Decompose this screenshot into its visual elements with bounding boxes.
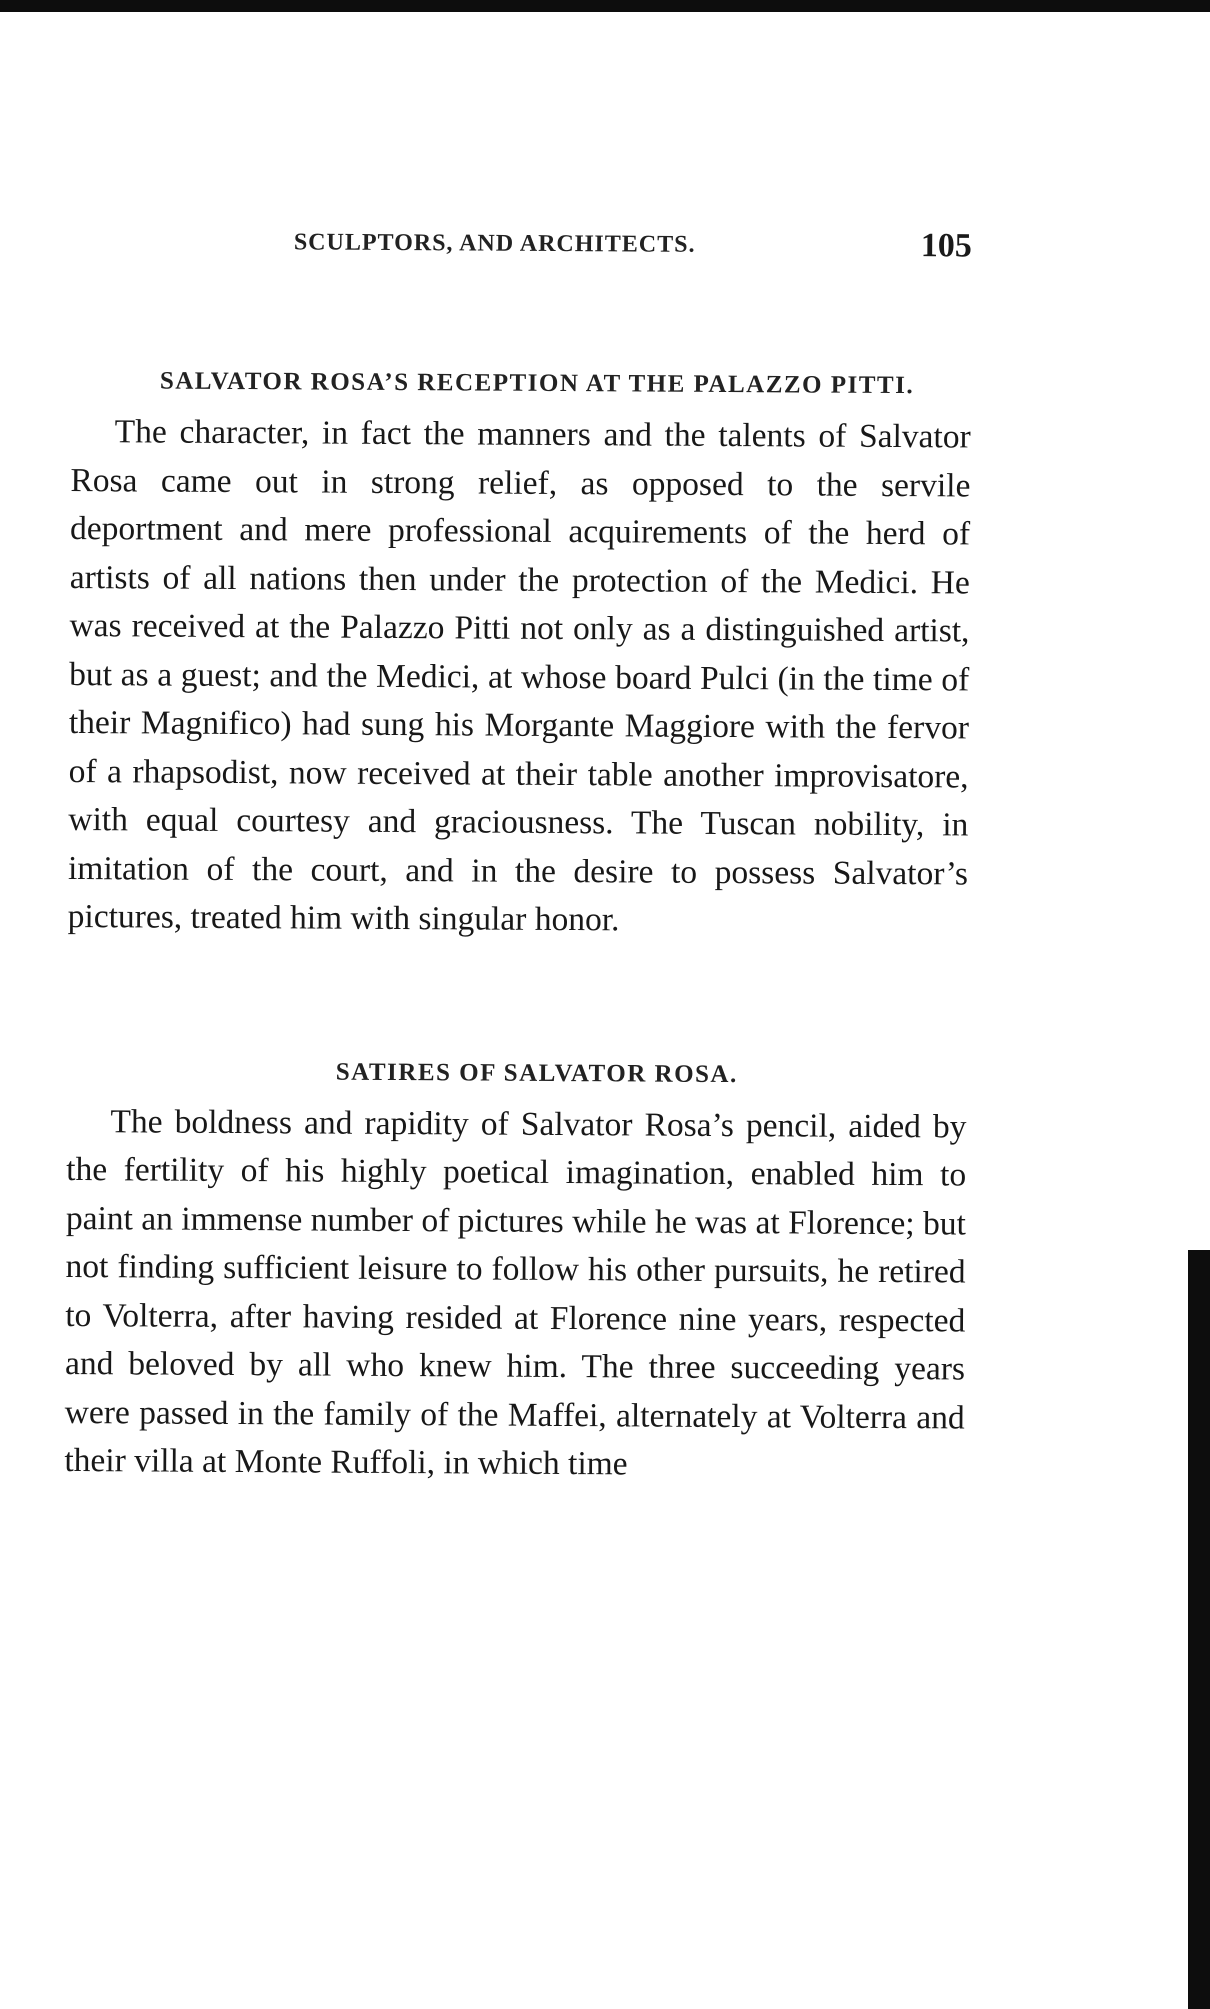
section-heading-satires: SATIRES OF SALVATOR ROSA. — [335, 1058, 738, 1088]
running-title: SCULPTORS, AND ARCHITECTS. — [293, 229, 696, 258]
section-heading-reception: SALVATOR ROSA’S RECEPTION AT THE PALAZZO PITTI. — [159, 367, 915, 400]
book-page — [64, 220, 972, 1491]
page-number: 105 — [920, 227, 972, 265]
paragraph-reception: The character, in fact the manners and the talents of Salvator Rosa came out in strong relief, as opposed to the servile deportment and mere professional acquirements of the herd of artists of all nations then under the protection of the Medici. He was received at the Palazzo Pitti not only as a distinguished artist, but as a guest; and the Medici, at whose board Pulci (in the time of their Magnifico) had sung his Morgante Maggiore with the fervor of a rhapsodist, now received at their table another improvisatore, with equal courtesy and graciousness. The Tuscan nobility, in imitation of the court, and in the desire to possess Salvator’s pictures, treated him with singular honor. — [67, 413, 971, 939]
scan-right-border — [1188, 1250, 1210, 2009]
paragraph-satires: The boldness and rapidity of Salvator Rosa’s pencil, aided by the fertility of his highly poetical imagination, enabled him to paint an immense number of pictures while he was at Florence; but not finding sufficient leisure to follow his other pursuits, he retired to Volterra, after having resided at Florence nine years, respected and beloved by all who knew him. The three succeeding years were passed in the family of the Maffei, alternately at Volterra and their villa at Monte Ruffoli, in which time — [64, 1102, 967, 1483]
scan-top-border — [0, 0, 1210, 12]
running-head — [72, 220, 972, 275]
